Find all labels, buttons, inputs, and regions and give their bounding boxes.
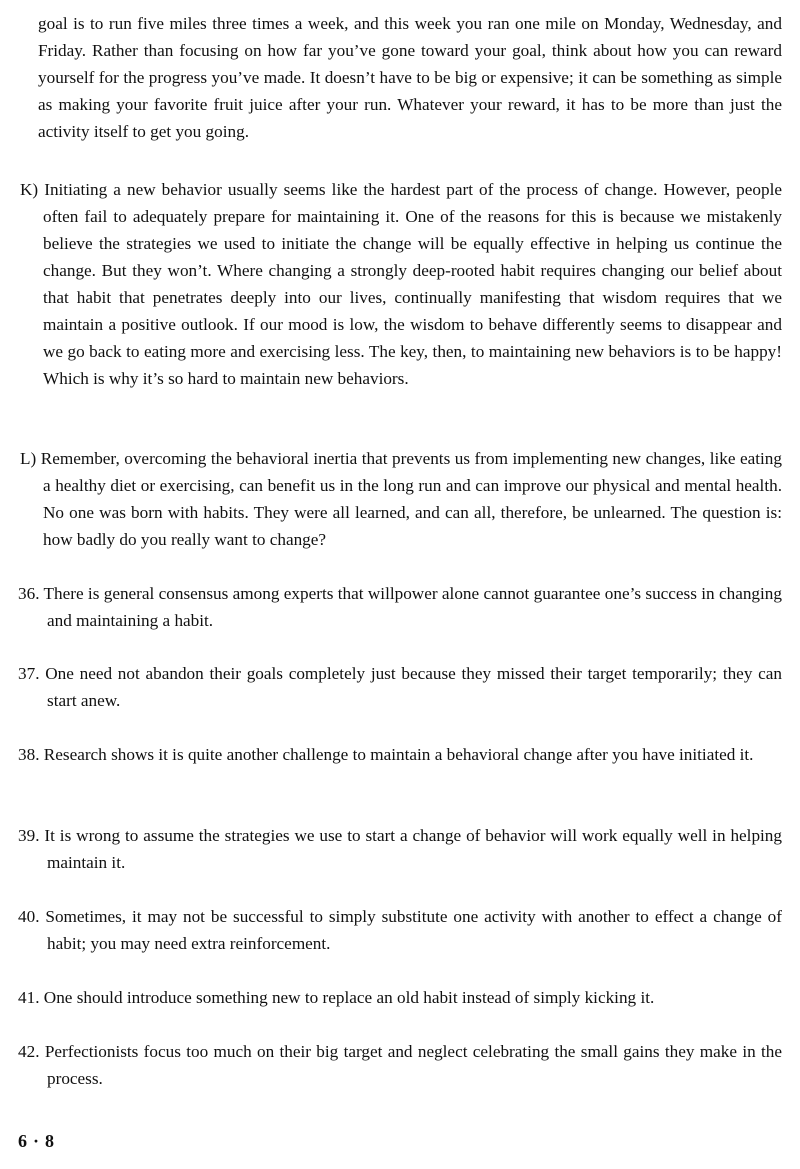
statement-42 xyxy=(18,1038,782,1092)
continuation-paragraph xyxy=(38,10,782,145)
statement-number: 41. xyxy=(18,988,40,1007)
statement-number: 36. xyxy=(18,584,40,603)
page-separator: · xyxy=(33,1131,40,1151)
statement-38 xyxy=(18,741,782,768)
statement-37 xyxy=(18,660,782,714)
statement-text: One should introduce something new to replace an old habit instead of simply kicking it. xyxy=(43,988,655,1007)
statement-36 xyxy=(18,580,782,634)
statement-39 xyxy=(18,822,782,876)
paragraph-l xyxy=(20,445,782,553)
statement-number: 39. xyxy=(18,826,40,845)
page-number xyxy=(18,1128,54,1155)
page-number-value: 8 xyxy=(45,1131,55,1151)
continuation-text: goal is to run five miles three times a week, and this week you ran one mile on Monday, Wednesday, and Friday. Rather than focusing on how far you’ve gone toward your goal, think about how you can reward yourself for the progress you’ve made. It doesn’t have to be big or expensive; it can be something as simple as making your favorite fruit juice after your run. Whatever your reward, it has to be more than just the activity itself to get you going. xyxy=(38,14,782,141)
statement-text: It is wrong to assume the strategies we use to start a change of behavior will work equally well in helping maintain it. xyxy=(44,826,782,872)
statement-text: Sometimes, it may not be successful to simply substitute one activity with another to effect a change of habit; you may need extra reinforcement. xyxy=(45,907,783,953)
statement-number: 37. xyxy=(18,664,40,683)
statement-text: Perfectionists focus too much on their big target and neglect celebrating the small gains they make in the process. xyxy=(44,1042,783,1088)
section-number: 6 xyxy=(18,1131,27,1151)
statement-number: 42. xyxy=(18,1042,40,1061)
paragraph-letter: K) xyxy=(20,180,39,199)
statement-text: One need not abandon their goals completely just because they missed their target temporarily; they can start anew. xyxy=(45,664,782,710)
statement-number: 40. xyxy=(18,907,40,926)
paragraph-k xyxy=(20,176,782,392)
paragraph-text: Initiating a new behavior usually seems like the hardest part of the process of change. However, people often fail to adequately prepare for maintaining it. One of the reasons for this is because we mistakenly believe the strategies we used to initiate the change will be equally effective in helping us continue the change. But they won’t. Where changing a strongly deep-rooted habit requires changing our belief about that habit that penetrates deeply into our lives, continually manifesting that wisdom requires that we maintain a positive outlook. If our mood is low, the wisdom to behave differently seems to disappear and we go back to eating more and exercising less. The key, then, to maintaining new behaviors is to be happy! Which is why it’s so hard to maintain new behaviors. xyxy=(43,180,783,388)
statement-number: 38. xyxy=(18,745,40,764)
statement-text: Research shows it is quite another challenge to maintain a behavioral change after you have initiated it. xyxy=(43,745,754,764)
paragraph-letter: L) xyxy=(20,449,37,468)
statement-41 xyxy=(18,984,782,1011)
statement-40 xyxy=(18,903,782,957)
statement-text: There is general consensus among experts that willpower alone cannot guarantee one’s success in changing and maintaining a habit. xyxy=(43,584,782,630)
paragraph-text: Remember, overcoming the behavioral inertia that prevents us from implementing new changes, like eating a healthy diet or exercising, can benefit us in the long run and can improve our physical and mental health. No one was born with habits. They were all learned, and can all, therefore, be unlearned. The question is: how badly do you really want to change? xyxy=(40,449,782,549)
